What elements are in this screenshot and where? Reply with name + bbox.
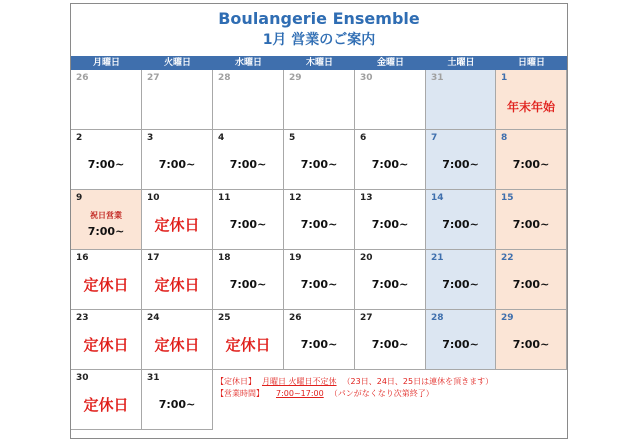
opening-time: 7:00~ xyxy=(442,278,479,291)
opening-time: 7:00~ xyxy=(371,158,409,171)
day-number: 10 xyxy=(147,193,160,203)
day-number: 21 xyxy=(431,253,444,263)
weekday-header: 日曜日 xyxy=(517,58,545,68)
day-number: 17 xyxy=(147,253,160,263)
opening-time: 7:00~ xyxy=(442,158,479,171)
day-cell xyxy=(496,70,567,130)
day-cell xyxy=(213,130,284,190)
day-cell xyxy=(355,310,426,370)
opening-time: 7:00~ xyxy=(512,158,550,171)
opening-time: 7:00~ xyxy=(512,338,550,351)
calendar-header xyxy=(71,4,567,57)
day-number: 27 xyxy=(147,73,160,83)
weekday-header: 水曜日 xyxy=(234,58,262,68)
day-cell xyxy=(426,250,496,310)
day-number: 28 xyxy=(218,73,231,83)
day-cell xyxy=(355,130,426,190)
closed-days-note xyxy=(216,376,567,388)
day-cell xyxy=(284,190,355,250)
day-cell xyxy=(142,190,213,250)
day-cell xyxy=(496,250,567,310)
business-info-notes xyxy=(213,370,567,430)
year-end-label: 年末年始 xyxy=(506,100,555,114)
day-cell xyxy=(71,310,142,370)
day-number: 2 xyxy=(76,133,83,143)
weekday-header: 金曜日 xyxy=(376,58,404,68)
day-number: 20 xyxy=(360,253,373,263)
day-number: 16 xyxy=(76,253,89,263)
day-number: 23 xyxy=(76,313,89,323)
day-number: 31 xyxy=(431,73,444,83)
day-cell xyxy=(284,250,355,310)
calendar-subtitle: 1月 営業のご案内 xyxy=(262,32,376,48)
closed-day-label: 定休日 xyxy=(83,396,129,414)
day-number: 4 xyxy=(218,133,225,143)
day-number: 29 xyxy=(501,313,514,323)
day-cell xyxy=(71,250,142,310)
opening-time: 7:00~ xyxy=(300,158,338,171)
opening-time: 7:00~ xyxy=(371,278,409,291)
day-number: 13 xyxy=(360,193,373,203)
day-number: 28 xyxy=(431,313,444,323)
day-cell xyxy=(71,190,142,250)
day-cell xyxy=(355,190,426,250)
closed-day-label: 定休日 xyxy=(83,276,129,294)
day-cell xyxy=(426,130,496,190)
day-cell xyxy=(71,370,142,430)
opening-time: 7:00~ xyxy=(371,338,409,351)
day-cell xyxy=(355,70,426,130)
opening-time: 7:00~ xyxy=(300,218,338,231)
opening-time: 7:00~ xyxy=(512,278,550,291)
closed-day-label: 定休日 xyxy=(154,276,200,294)
opening-time: 7:00~ xyxy=(512,218,550,231)
day-cell xyxy=(213,310,284,370)
opening-time: 7:00~ xyxy=(158,158,196,171)
day-number: 19 xyxy=(289,253,302,263)
calendar-grid xyxy=(71,70,567,438)
day-number: 22 xyxy=(501,253,514,263)
opening-time: 7:00~ xyxy=(442,218,479,231)
closed-day-label: 定休日 xyxy=(154,216,200,234)
opening-time: 7:00~ xyxy=(158,398,196,411)
day-number: 12 xyxy=(289,193,302,203)
day-number: 18 xyxy=(218,253,231,263)
closed-days-value: 月曜日 火曜日不定休 xyxy=(262,377,337,386)
day-cell xyxy=(496,190,567,250)
opening-time: 7:00~ xyxy=(371,218,409,231)
day-number: 3 xyxy=(147,133,154,143)
hours-value: 7:00~17:00 xyxy=(276,389,324,398)
day-number: 30 xyxy=(360,73,373,83)
day-number: 24 xyxy=(147,313,160,323)
day-number: 29 xyxy=(289,73,302,83)
closed-days-extra: （23日、24日、25日は連休を頂きます） xyxy=(342,377,494,386)
opening-time: 7:00~ xyxy=(87,158,125,171)
hours-extra: （パンがなくなり次第終了） xyxy=(329,389,434,398)
opening-time: 7:00~ xyxy=(229,218,267,231)
day-cell xyxy=(142,370,213,430)
day-cell xyxy=(496,310,567,370)
day-number: 30 xyxy=(76,373,89,383)
calendar xyxy=(70,3,568,439)
day-cell xyxy=(496,130,567,190)
hours-label: 【営業時間】 xyxy=(216,389,264,398)
weekday-header: 火曜日 xyxy=(163,58,191,68)
day-cell xyxy=(284,70,355,130)
day-cell xyxy=(426,190,496,250)
weekday-header-row xyxy=(71,56,567,70)
opening-time: 7:00~ xyxy=(229,158,267,171)
day-cell xyxy=(142,310,213,370)
day-number: 15 xyxy=(501,193,514,203)
day-number: 7 xyxy=(431,133,438,143)
day-number: 5 xyxy=(289,133,296,143)
day-number: 26 xyxy=(76,73,89,83)
weekday-header: 木曜日 xyxy=(305,58,333,68)
opening-time: 7:00~ xyxy=(442,338,479,351)
day-cell xyxy=(426,70,496,130)
day-number: 14 xyxy=(431,193,444,203)
day-cell xyxy=(213,250,284,310)
closed-day-label: 定休日 xyxy=(154,336,200,354)
day-cell xyxy=(426,310,496,370)
hours-note xyxy=(216,388,567,400)
day-cell xyxy=(71,70,142,130)
closed-days-label: 【定休日】 xyxy=(216,377,256,386)
day-number: 31 xyxy=(147,373,160,383)
day-cell xyxy=(71,130,142,190)
day-cell xyxy=(284,130,355,190)
day-cell xyxy=(213,70,284,130)
opening-time: 7:00~ xyxy=(87,225,125,238)
day-number: 1 xyxy=(501,73,508,83)
day-cell xyxy=(355,250,426,310)
day-cell xyxy=(142,70,213,130)
day-number: 9 xyxy=(76,193,83,203)
day-number: 11 xyxy=(218,193,231,203)
weekday-header: 月曜日 xyxy=(92,58,120,68)
opening-time: 7:00~ xyxy=(300,278,338,291)
closed-day-label: 定休日 xyxy=(83,336,129,354)
holiday-label: 祝日営業 xyxy=(90,211,122,220)
day-cell xyxy=(142,250,213,310)
day-number: 6 xyxy=(360,133,367,143)
shop-name: Boulangerie Ensemble xyxy=(218,9,420,28)
day-cell xyxy=(213,190,284,250)
day-number: 25 xyxy=(218,313,231,323)
day-cell xyxy=(142,130,213,190)
day-cell xyxy=(284,310,355,370)
weekday-header: 土曜日 xyxy=(447,58,475,68)
day-number: 8 xyxy=(501,133,508,143)
closed-day-label: 定休日 xyxy=(225,336,271,354)
day-number: 26 xyxy=(289,313,302,323)
day-number: 27 xyxy=(360,313,373,323)
opening-time: 7:00~ xyxy=(229,278,267,291)
opening-time: 7:00~ xyxy=(300,338,338,351)
